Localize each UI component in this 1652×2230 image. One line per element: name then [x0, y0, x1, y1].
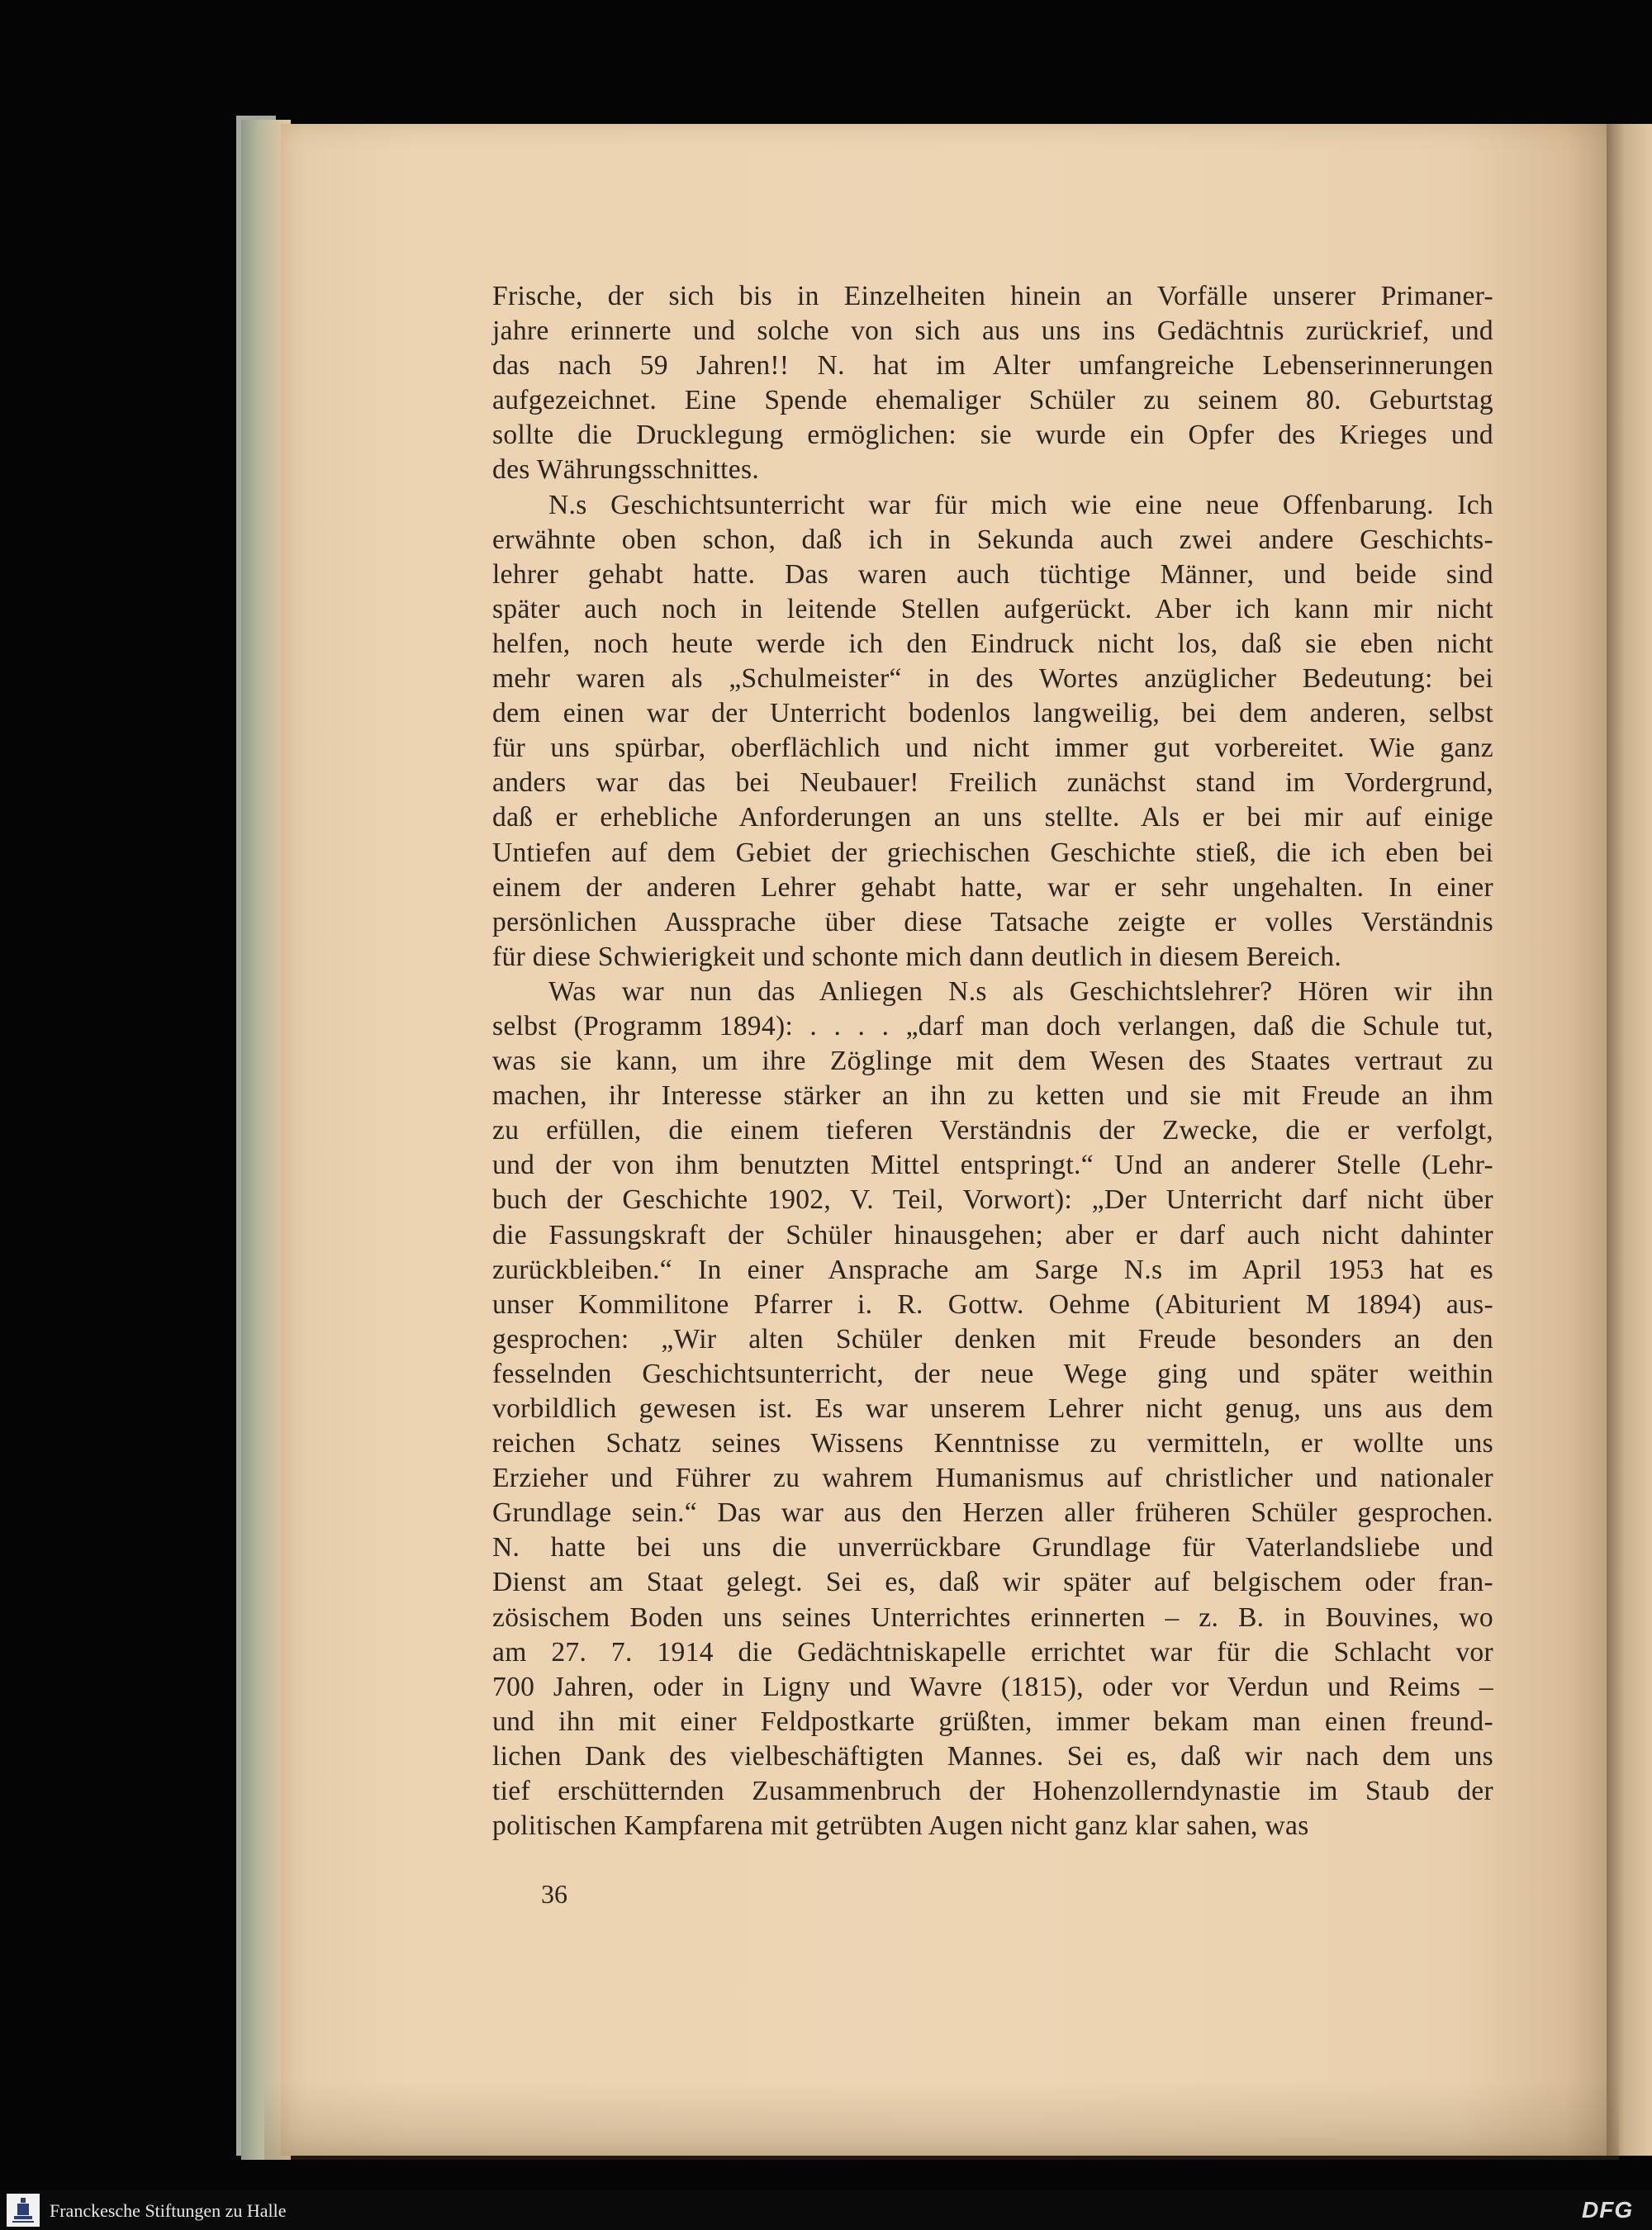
text-line: Dienst am Staat gelegt. Sei es, daß wir später auf belgischem oder fran-: [492, 1567, 1493, 1598]
page-number: 36: [541, 1879, 567, 1909]
text-line: am 27. 7. 1914 die Gedächtniskapelle errichtet war für die Schlacht vor: [492, 1636, 1493, 1668]
text-line: selbst (Programm 1894): . . . . „darf man doch verlangen, daß die Schule tut,: [492, 1010, 1493, 1041]
body-text: [492, 279, 1493, 1843]
francke-foundation-logo-icon-graphic: [11, 2196, 36, 2224]
text-line: Frische, der sich bis in Einzelheiten hinein an Vorfälle unserer Primaner-: [492, 281, 1493, 311]
text-line: buch der Geschichte 1902, V. Teil, Vorwort): „Der Unterricht darf nicht über: [492, 1184, 1493, 1216]
book-gutter: [1607, 124, 1652, 2156]
text-line: Was war nun das Anliegen N.s als Geschichtslehrer? Hören wir ihn: [548, 975, 1493, 1007]
text-line: erwähnte oben schon, daß ich in Sekunda auch zwei andere Geschichts-: [492, 524, 1493, 555]
text-line: für uns spürbar, oberflächlich und nicht immer gut vorbereitet. Wie ganz: [492, 733, 1493, 764]
text-line: jahre erinnerte und solche von sich aus uns ins Gedächtnis zurückrief, und: [492, 316, 1493, 347]
text-line: Untiefen auf dem Gebiet der griechischen Geschichte stieß, die ich eben bei: [492, 837, 1493, 868]
text-line: tief erschütternden Zusammenbruch der Hohenzollerndynastie im Staub der: [492, 1776, 1493, 1807]
text-line: zurückbleiben.“ In einer Ansprache am Sarge N.s im April 1953 hat es: [492, 1254, 1493, 1285]
text-line: und ihn mit einer Feldpostkarte grüßten, immer bekam man einen freund-: [492, 1706, 1493, 1737]
text-line: und der von ihm benutzten Mittel entspringt.“ Und an anderer Stelle (Lehr-: [492, 1150, 1493, 1181]
text-line: lichen Dank des vielbeschäftigten Mannes. Sei es, daß wir nach dem uns: [492, 1740, 1493, 1772]
footer-institution-link[interactable]: Franckesche Stiftungen zu Halle: [50, 2200, 287, 2221]
text-line: Erzieher und Führer zu wahrem Humanismus auf christlicher und nationaler: [492, 1463, 1493, 1494]
text-line: einem der anderen Lehrer gehabt hatte, war er sehr ungehalten. In einer: [492, 871, 1493, 903]
text-line: Grundlage sein.“ Das war aus den Herzen aller früheren Schüler gesprochen.: [492, 1497, 1493, 1529]
paragraph: [492, 279, 1493, 488]
text-line: N. hatte bei uns die unverrückbare Grundlage für Vaterlandsliebe und: [492, 1532, 1493, 1563]
text-line: mehr waren als „Schulmeister“ in des Wortes anzüglicher Bedeutung: bei: [492, 663, 1493, 695]
text-line: reichen Schatz seines Wissens Kenntnisse zu vermitteln, er wollte uns: [492, 1428, 1493, 1459]
text-line: aufgezeichnet. Eine Spende ehemaliger Schüler zu seinem 80. Geburtstag: [492, 385, 1493, 416]
text-line: anders war das bei Neubauer! Freilich zunächst stand im Vordergrund,: [492, 767, 1493, 799]
text-line: später auch noch in leitende Stellen aufgerückt. Aber ich kann mir nicht: [492, 593, 1493, 624]
text-line: die Fassungskraft der Schüler hinausgehen; aber er darf auch nicht dahinter: [492, 1219, 1493, 1250]
text-line: lehrer gehabt hatte. Das waren auch tüchtige Männer, und beide sind: [492, 558, 1493, 590]
paragraph: [492, 975, 1493, 1843]
text-line: des Währungsschnittes.: [492, 454, 760, 486]
text-line: fesselnden Geschichtsunterricht, der neue Wege ging und später weithin: [492, 1358, 1493, 1389]
text-line: was sie kann, um ihre Zöglinge mit dem Wesen des Staates vertraut zu: [492, 1046, 1493, 1077]
text-line: N.s Geschichtsunterricht war für mich wie eine neue Offenbarung. Ich: [548, 489, 1493, 520]
text-line: gesprochen: „Wir alten Schüler denken mit Freude besonders an den: [492, 1323, 1493, 1355]
dfg-logo: DFG: [1582, 2197, 1634, 2223]
text-line: sollte die Drucklegung ermöglichen: sie wurde ein Opfer des Krieges und: [492, 420, 1493, 451]
text-line: vorbildlich gewesen ist. Es war unserem Lehrer nicht genug, uns aus dem: [492, 1393, 1493, 1424]
text-line: daß er erhebliche Anforderungen an uns stellte. Als er bei mir auf einige: [492, 802, 1493, 833]
text-line: zu erfüllen, die einem tieferen Verständnis der Zwecke, die er verfolgt,: [492, 1115, 1493, 1146]
text-line: machen, ihr Interesse stärker an ihn zu ketten und sie mit Freude an ihm: [492, 1080, 1493, 1112]
paragraph: [492, 488, 1493, 975]
text-line: für diese Schwierigkeit und schonte mich dann deutlich in diesem Bereich.: [492, 941, 1342, 972]
text-line: das nach 59 Jahren!! N. hat im Alter umfangreiche Lebenserinnerungen: [492, 350, 1493, 382]
text-line: zösischem Boden uns seines Unterrichtes erinnerten – z. B. in Bouvines, wo: [492, 1601, 1493, 1633]
text-line: dem einen war der Unterricht bodenlos langweilig, bei dem anderen, selbst: [492, 698, 1493, 729]
text-line: helfen, noch heute werde ich den Eindruck nicht los, daß sie eben nicht: [492, 628, 1493, 659]
text-line: persönlichen Aussprache über diese Tatsache zeigte er volles Verständnis: [492, 906, 1493, 937]
text-line: 700 Jahren, oder in Ligny und Wavre (1815), oder vor Verdun und Reims –: [492, 1671, 1493, 1702]
francke-foundation-logo-icon[interactable]: [7, 2194, 40, 2227]
text-line: politischen Kampfarena mit getrübten Augen nicht ganz klar sahen, was: [492, 1810, 1309, 1842]
text-line: unser Kommilitone Pfarrer i. R. Gottw. Oehme (Abiturient M 1894) aus-: [492, 1288, 1493, 1320]
page-bottom-shadow: [264, 2081, 1619, 2160]
